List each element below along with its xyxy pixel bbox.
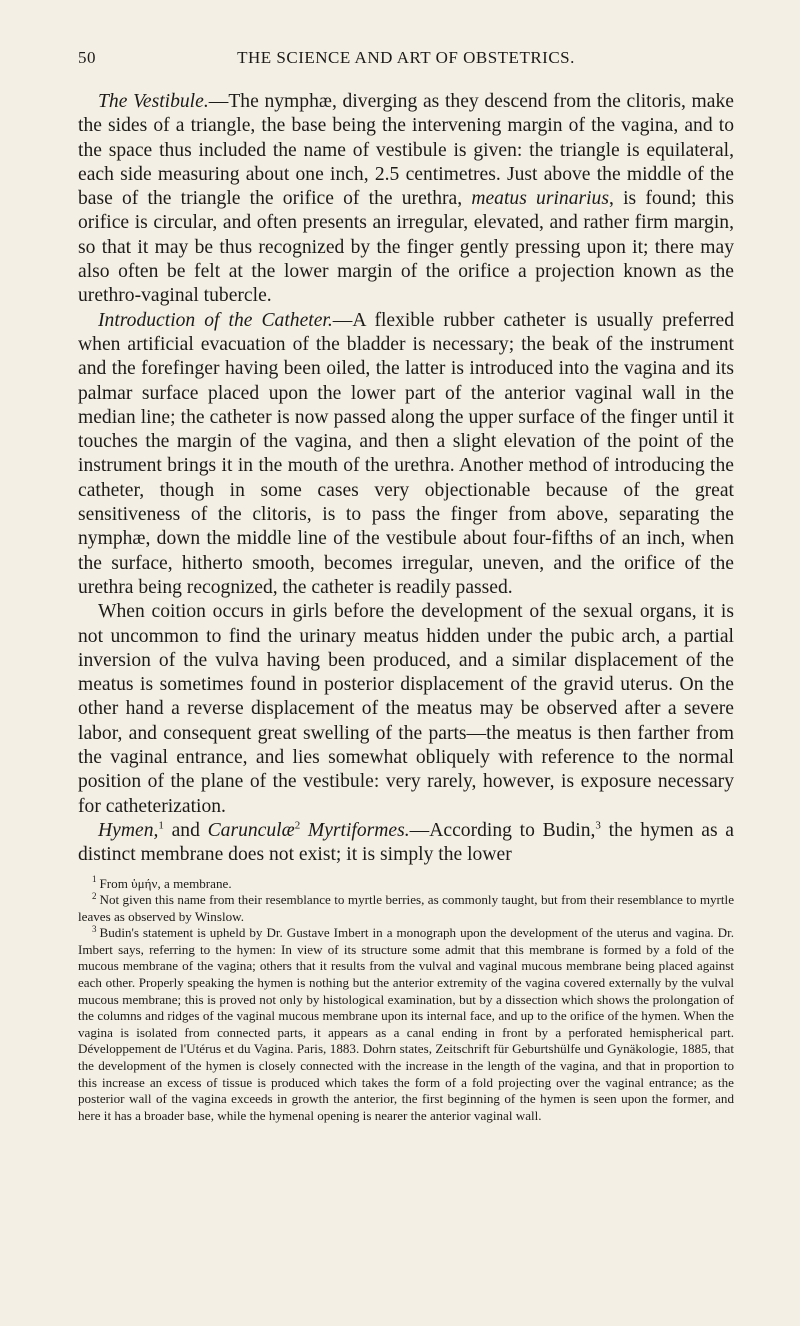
greek-word: ὑμήν	[131, 875, 158, 891]
heading-myrtiformes: Myrtiformes.	[300, 819, 410, 841]
heading-hymen: Hymen,	[98, 819, 159, 841]
body-text	[78, 90, 734, 868]
footnote-2: $^2$ Not given this name from their resemblance to myrtle berries, as commonly taught, but from their resemblance to myrtle leaves as observed by Winslow.	[78, 890, 734, 924]
footnotes	[78, 876, 734, 1125]
heading-catheter: Introduction of the Catheter.	[98, 309, 333, 331]
paragraph-hymen: Hymen,$^1$ and Carunculæ$^2$ Myrtiformes.—According to Budin,$^3$ the hymen as a distinct membrane does not exist; it is simply the lower	[78, 819, 734, 866]
page-header	[78, 48, 734, 68]
paragraph-vestibule: The Vestibule.—The nymphæ, diverging as they descend from the clitoris, make the sides of a triangle, the base being the intervening margin of the vagina, and to the space thus included the name of vestibule is given: the triangle is equilateral, each side measuring about one inch, 2.5 centimetres. Just above the middle of the base of the triangle the orifice of the urethra, meatus urinarius, is found; this orifice is circular, and often presents an irregular, elevated, and rather firm margin, so that it may be thus recognized by the finger gently pressing upon it; there may also often be felt at the lower margin of the orifice a projection known as the urethro-vaginal tubercle.	[78, 91, 734, 307]
footnote-ref-3: 3	[595, 819, 601, 832]
heading-carunculae: Carunculæ	[207, 819, 295, 841]
footnote-ref-1: 1	[158, 819, 164, 832]
footnote-3: $^3$ Budin's statement is upheld by Dr. Gustave Imbert in a monograph upon the development of the uterus and vagina. Dr. Imbert says, referring to the hymen: In view of its structure some admit that this membrane is formed by a fold of the mucous membrane of the vagina; others that it results from the vulval and vaginal mucous membrane being placed against each other. Properly speaking the hymen is nothing but the anterior extremity of the vagina covered externally by the vulval mucous membrane; this is proved not only by histological examination, but by a dissection which shows the prolongation of the columns and ridges of the vaginal mucous membrane upon its internal face, and up to the orifice of the hymen. When the vagina is isolated from connected parts, it appears as a canal ending in front by a perforated hemispherical part. Développement de l'Utérus et du Vagina. Paris, 1883. Dohrn states, Zeitschrift für Geburtshülfe und Gynäkologie, 1885, that the development of the hymen is closely connected with the increase in the length of the vagina, and that in proportion to this increase an excess of tissue is produced which takes the form of a fold projecting over the vaginal entrance; as the posterior wall of the vagina exceeds in growth the anterior, the first beginning of the hymen is seen upon the former, and here it has a broader base, while the hymenal opening is nearer the anterior vaginal wall.	[78, 923, 734, 1123]
footnote-ref-2: 2	[294, 819, 301, 832]
paragraph-coition: When coition occurs in girls before the development of the sexual organs, it is not uncommon to find the urinary meatus hidden under the pubic arch, a partial inversion of the vulva having been produced, and a similar displacement of the meatus is sometimes found in posterior displacement of the gravid uterus. On the other hand a reverse displacement of the meatus may be observed after a severe labor, and consequent great swelling of the parts—the meatus is then farther from the vaginal entrance, and lies somewhat obliquely with reference to the normal position of the plane of the vestibule: very rarely, however, is exposure necessary for catheterization.	[78, 601, 734, 817]
running-title: THE SCIENCE AND ART OF OBSTETRICS.	[237, 48, 575, 67]
paragraph-catheter: Introduction of the Catheter.—A flexible rubber catheter is usually preferred when artificial evacuation of the bladder is necessary; the beak of the instrument and the forefinger having been oiled, the latter is introduced into the vagina and its palmar surface placed upon the lower part of the anterior vaginal wall in the median line; the catheter is now passed along the upper surface of the finger until it touches the margin of the vagina, and then a slight elevation of the point of the instrument brings it in the mouth of the urethra. Another method of introducing the catheter, though in some cases very objectionable because of the great sensitiveness of the clitoris, is to pass the finger from above, separating the nymphæ, down the middle line of the vestibule about four-fifths of an inch, when the surface, hitherto smooth, becomes irregular, uneven, and the orifice of the urethra being recognized, the catheter is readily passed.	[78, 309, 735, 598]
page-number: 50	[78, 48, 96, 67]
footnote-1: $^1$ From ὑμήν, a membrane.	[92, 874, 232, 891]
heading-vestibule: The Vestibule.	[98, 91, 209, 112]
term-meatus-urinarius: meatus urinarius	[471, 188, 609, 210]
